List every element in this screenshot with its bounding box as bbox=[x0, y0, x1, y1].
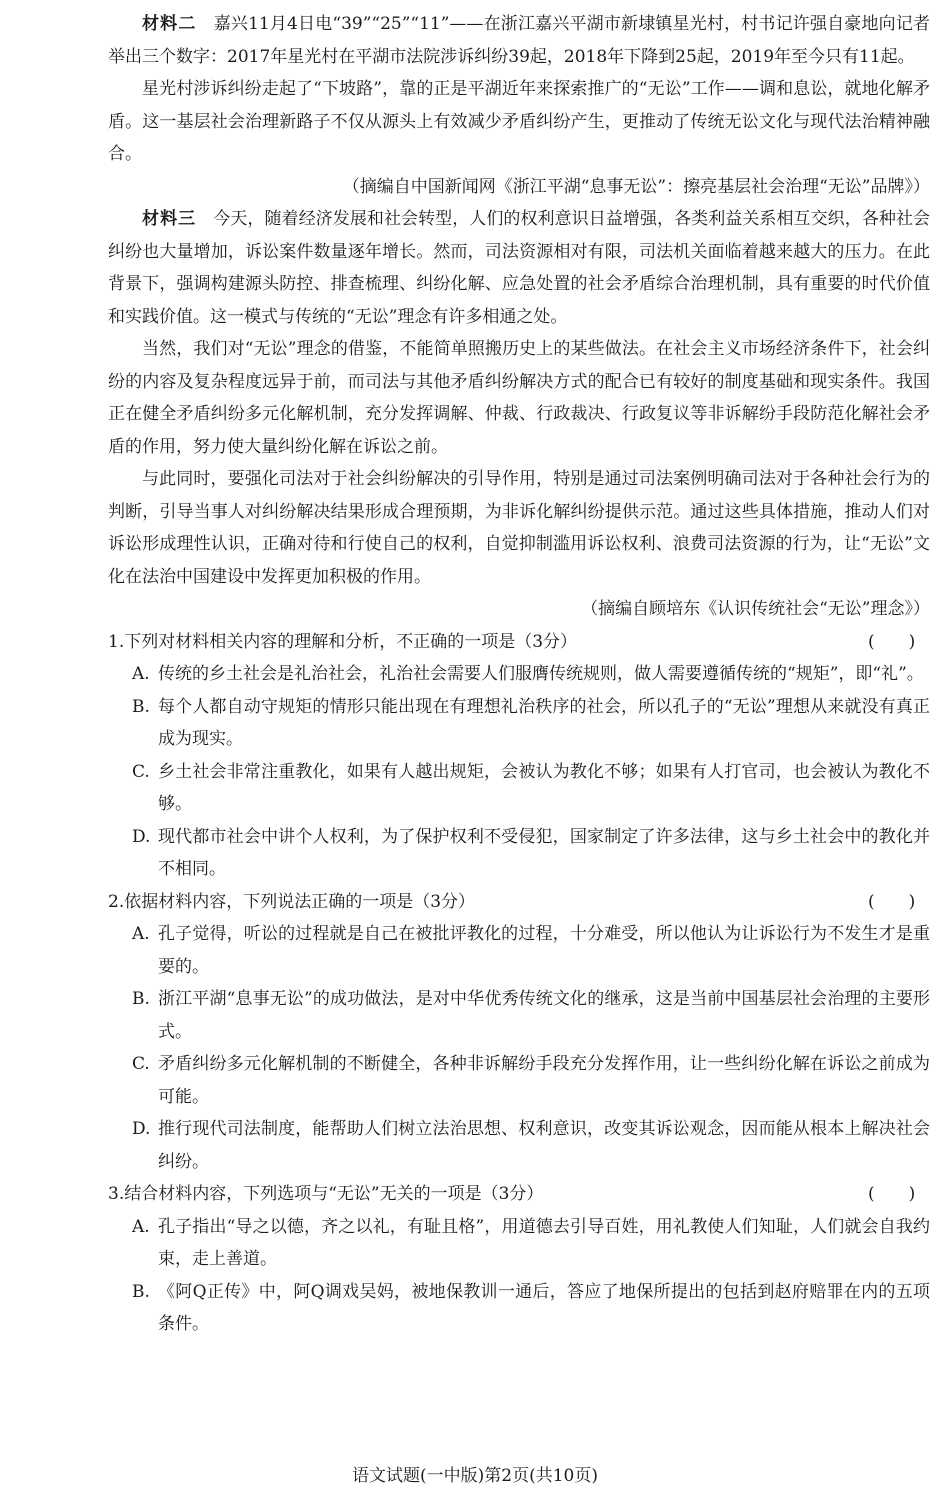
material2-text-1: 嘉兴11月4日电“39”“25”“11”——在浙江嘉兴平湖市新埭镇星光村，村书记许强自豪地向记者举出三个数字：2017年星光村在平湖市法院涉诉纠纷39起，2018年下降到25起，2019年至今只有11起。 bbox=[108, 14, 931, 67]
option-2b bbox=[108, 983, 930, 1048]
material3-paragraph-2: 当然，我们对“无讼”理念的借鉴，不能简单照搬历史上的某些做法。在社会主义市场经济条件下，社会纠纷的内容及复杂程度远异于前，而司法与其他矛盾纠纷解决方式的配合已有较好的制度基础和现实条件。我国正在健全矛盾纠纷多元化解机制，充分发挥调解、仲裁、行政裁决、行政复议等非诉解纷手段防范化解社会矛盾的作用，努力使大量纠纷化解在诉讼之前。 bbox=[108, 339, 930, 457]
option-2d bbox=[108, 1113, 930, 1178]
option-text: 孔子觉得，听讼的过程就是自己在被批评教化的过程，十分难受，所以他认为让诉讼行为不发生才是重要的。 bbox=[158, 924, 930, 977]
option-text: 传统的乡土社会是礼治社会，礼治社会需要人们服膺传统规则，做人需要遵循传统的“规矩”，即“礼”。 bbox=[158, 664, 924, 684]
option-label: B. bbox=[132, 989, 150, 1009]
question-1 bbox=[108, 626, 930, 659]
option-label: B. bbox=[132, 696, 150, 717]
answer-blank: ( ) bbox=[868, 631, 916, 652]
page-footer: 语文试题(一中版)第2页(共10页) bbox=[352, 1466, 598, 1486]
option-label: D. bbox=[132, 1119, 151, 1139]
option-text: 乡土社会非常注重教化，如果有人越出规矩，会被认为教化不够；如果有人打官司，也会被认为教化不够。 bbox=[158, 761, 930, 814]
option-text: 矛盾纠纷多元化解机制的不断健全，各种非诉解纷手段充分发挥作用，让一些纠纷化解在诉讼之前成为可能。 bbox=[158, 1054, 930, 1107]
answer-blank: ( ) bbox=[868, 891, 916, 912]
question-stem: 3.结合材料内容，下列选项与“无讼”无关的一项是（3分） bbox=[108, 1184, 544, 1204]
option-3b bbox=[108, 1276, 930, 1341]
question-stem: 1.下列对材料相关内容的理解和分析，不正确的一项是（3分） bbox=[108, 631, 578, 652]
option-label: A. bbox=[132, 664, 150, 684]
material3-paragraph-1 bbox=[108, 203, 930, 333]
option-1c bbox=[108, 756, 930, 821]
material2-heading: 材料二 bbox=[142, 14, 197, 34]
option-1d bbox=[108, 821, 930, 886]
question-2 bbox=[108, 886, 930, 919]
option-label: B. bbox=[132, 1281, 150, 1302]
option-text: 现代都市社会中讲个人权利，为了保护权利不受侵犯，国家制定了许多法律，这与乡土社会中的教化并不相同。 bbox=[158, 826, 930, 879]
material3-text-1: 今天，随着经济发展和社会转型，人们的权利意识日益增强，各类利益关系相互交织，各种社会纠纷也大量增加，诉讼案件数量逐年增长。然而，司法资源相对有限，司法机关面临着越来越大的压力。在此背景下，强调构建源头防控、排查梳理、纠纷化解、应急处置的社会矛盾综合治理机制，具有重要的时代价值和实践价值。这一模式与传统的“无讼”理念有许多相通之处。 bbox=[108, 209, 931, 327]
option-text: 浙江平湖“息事无讼”的成功做法，是对中华优秀传统文化的继承，这是当前中国基层社会治理的主要形式。 bbox=[158, 989, 930, 1042]
option-1a bbox=[108, 658, 930, 691]
material3-source: （摘编自顾培东《认识传统社会“无讼”理念》） bbox=[581, 599, 930, 619]
option-2c bbox=[108, 1048, 930, 1113]
material3-heading: 材料三 bbox=[142, 209, 197, 229]
option-label: C. bbox=[132, 1054, 150, 1074]
material3-paragraph-3: 与此同时，要强化司法对于社会纠纷解决的引导作用，特别是通过司法案例明确司法对于各种社会行为的判断，引导当事人对纠纷解决结果形成合理预期，为非诉化解纠纷提供示范。通过这些具体措施，推动人们对诉讼形成理性认识，正确对待和行使自己的权利，自觉抑制滥用诉讼权利、浪费司法资源的行为，让“无讼”文化在法治中国建设中发挥更加积极的作用。 bbox=[108, 469, 930, 587]
option-1b bbox=[108, 691, 930, 756]
option-text: 推行现代司法制度，能帮助人们树立法治思想、权利意识，改变其诉讼观念，因而能从根本上解决社会纠纷。 bbox=[158, 1119, 930, 1172]
answer-blank: ( ) bbox=[868, 1184, 916, 1204]
option-3a bbox=[108, 1211, 930, 1276]
option-text: 孔子指出“导之以德，齐之以礼，有耻且格”，用道德去引导百姓，用礼教使人们知耻，人们就会自我约束，走上善道。 bbox=[158, 1216, 930, 1269]
option-text: 每个人都自动守规矩的情形只能出现在有理想礼治秩序的社会，所以孔子的“无讼”理想从来就没有真正成为现实。 bbox=[158, 696, 930, 749]
option-label: A. bbox=[132, 1216, 150, 1237]
option-2a bbox=[108, 918, 930, 983]
question-3 bbox=[108, 1178, 930, 1211]
option-label: A. bbox=[132, 924, 150, 944]
question-stem: 2.依据材料内容，下列说法正确的一项是（3分） bbox=[108, 891, 476, 912]
material2-source: （摘编自中国新闻网《浙江平湖“息事无讼”：擦亮基层社会治理“无讼”品牌》） bbox=[342, 176, 930, 197]
option-label: D. bbox=[132, 826, 151, 847]
material2-paragraph-2: 星光村涉诉纠纷走起了“下坡路”，靠的正是平湖近年来探索推广的“无讼”工作——调和息讼，就地化解矛盾。这一基层社会治理新路子不仅从源头上有效减少矛盾纠纷产生，更推动了传统无讼文化与现代法治精神融合。 bbox=[108, 79, 930, 164]
material2-paragraph-1 bbox=[108, 8, 930, 73]
option-text: 《阿Q正传》中，阿Q调戏吴妈，被地保教训一通后，答应了地保所提出的包括到赵府赔罪在内的五项条件。 bbox=[158, 1281, 930, 1334]
option-label: C. bbox=[132, 761, 150, 782]
